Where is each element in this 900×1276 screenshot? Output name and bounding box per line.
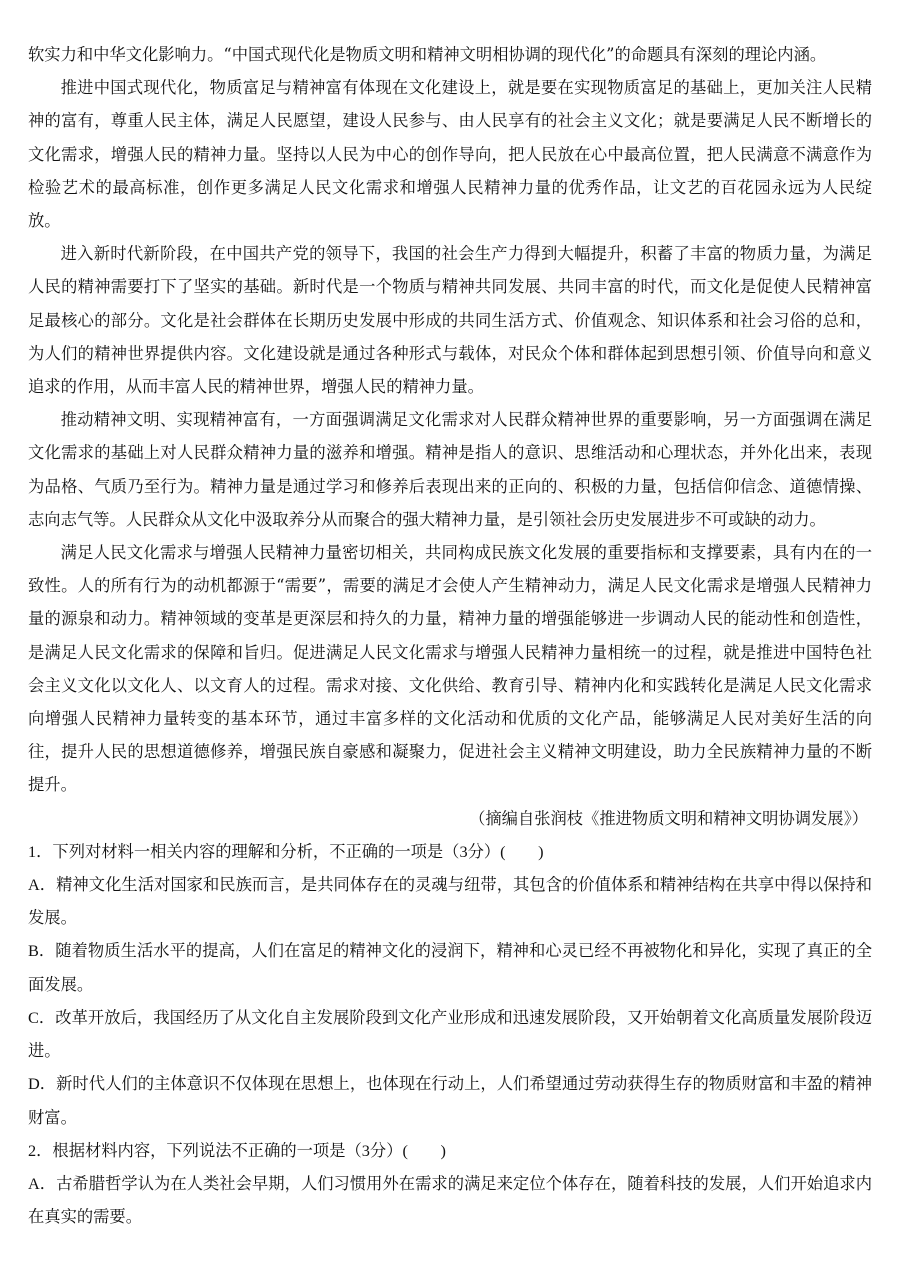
question-2-option-a: A．古希腊哲学认为在人类社会早期，人们习惯用外在需求的满足来定位个体存在，随着科技的发展，人们开始追求内在真实的需要。 xyxy=(28,1173,872,1227)
passage-paragraph: 进入新时代新阶段，在中国共产党的领导下，我国的社会生产力得到大幅提升，积蓄了丰富的物质力量，为满足人民的精神需要打下了坚实的基础。新时代是一个物质与精神共同发展、共同丰富的时代，而文化是促使人民精神富足最核心的部分。文化是社会群体在长期历史发展中形成的共同生活方式、价值观念、知识体系和社会习俗的总和，为人们的精神世界提供内容。文化建设就是通过各种形式与载体，对民众个体和群体起到思想引领、价值导向和意义追求的作用，从而丰富人民的精神世界，增强人民的精神力量。 xyxy=(28,244,872,397)
question-1-option-d: D．新时代人们的主体意识不仅体现在思想上，也体现在行动上，人们希望通过劳动获得生存的物质财富和丰盈的精神财富。 xyxy=(28,1074,872,1127)
passage-paragraph-continuation: 软实力和中华文化影响力。“中国式现代化是物质文明和精神文明相协调的现代化”的命题具有深刻的理论内涵。 xyxy=(28,45,827,64)
question-1-option-b: B．随着物质生活水平的提高，人们在富足的精神文化的浸润下，精神和心灵已经不再被物化和异化，实现了真正的全面发展。 xyxy=(28,941,872,994)
exam-page xyxy=(28,38,872,1233)
passage-paragraph: 推动精神文明、实现精神富有，一方面强调满足文化需求对人民群众精神世界的重要影响，另一方面强调在满足文化需求的基础上对人民群众精神力量的滋养和增强。精神是指人的意识、思维活动和心理状态，并外化出来，表现为品格、气质乃至行为。精神力量是通过学习和修养后表现出来的正向的、积极的力量，包括信仰信念、道德情操、志向志气等。人民群众从文化中汲取养分从而聚合的强大精神力量，是引领社会历史发展进步不可或缺的动力。 xyxy=(28,410,872,529)
question-1-option-c: C．改革开放后，我国经历了从文化自主发展阶段到文化产业形成和迅速发展阶段，又开始朝着文化高质量发展阶段迈进。 xyxy=(28,1007,872,1061)
question-1-stem: 1．下列对材料一相关内容的理解和分析，不正确的一项是（3分）( ) xyxy=(28,841,544,861)
question-1-option-a: A．精神文化生活对国家和民族而言，是共同体存在的灵魂与纽带，其包含的价值体系和精神结构在共享中得以保持和发展。 xyxy=(28,875,872,928)
passage-paragraph: 满足人民文化需求与增强人民精神力量密切相关，共同构成民族文化发展的重要指标和支撑要素，具有内在的一致性。人的所有行为的动机都源于“需要”，需要的满足才会使人产生精神动力，满足人民文化需求是增强人民精神力量的源泉和动力。精神领域的变革是更深层和持久的力量，精神力量的增强能够进一步调动人民的能动性和创造性，是满足人民文化需求的保障和旨归。促进满足人民文化需求与增强人民精神力量相统一的过程，就是推进中国特色社会主义文化以文化人、以文育人的过程。需求对接、文化供给、教育引导、精神内化和实践转化是满足人民文化需求向增强人民精神力量转变的基本环节，通过丰富多样的文化活动和优质的文化产品，能够满足人民对美好生活的向往，提升人民的思想道德修养，增强民族自豪感和凝聚力，促进社会主义精神文明建设，助力全民族精神力量的不断提升。 xyxy=(28,543,872,795)
question-2-stem: 2．根据材料内容，下列说法不正确的一项是（3分）( ) xyxy=(28,1140,446,1160)
passage-paragraph: 推进中国式现代化，物质富足与精神富有体现在文化建设上，就是要在实现物质富足的基础上，更加关注人民精神的富有，尊重人民主体，满足人民愿望，建设人民参与、由人民享有的社会主义文化；就是要满足人民不断增长的文化需求，增强人民的精神力量。坚持以人民为中心的创作导向，把人民放在心中最高位置，把人民满意不满意作为检验艺术的最高标准，创作更多满足人民文化需求和增强人民精神力量的优秀作品，让文艺的百花园永远为人民绽放。 xyxy=(28,78,872,231)
passage-source: （摘编自张润枝《推进物质文明和精神文明协调发展》） xyxy=(469,808,868,828)
